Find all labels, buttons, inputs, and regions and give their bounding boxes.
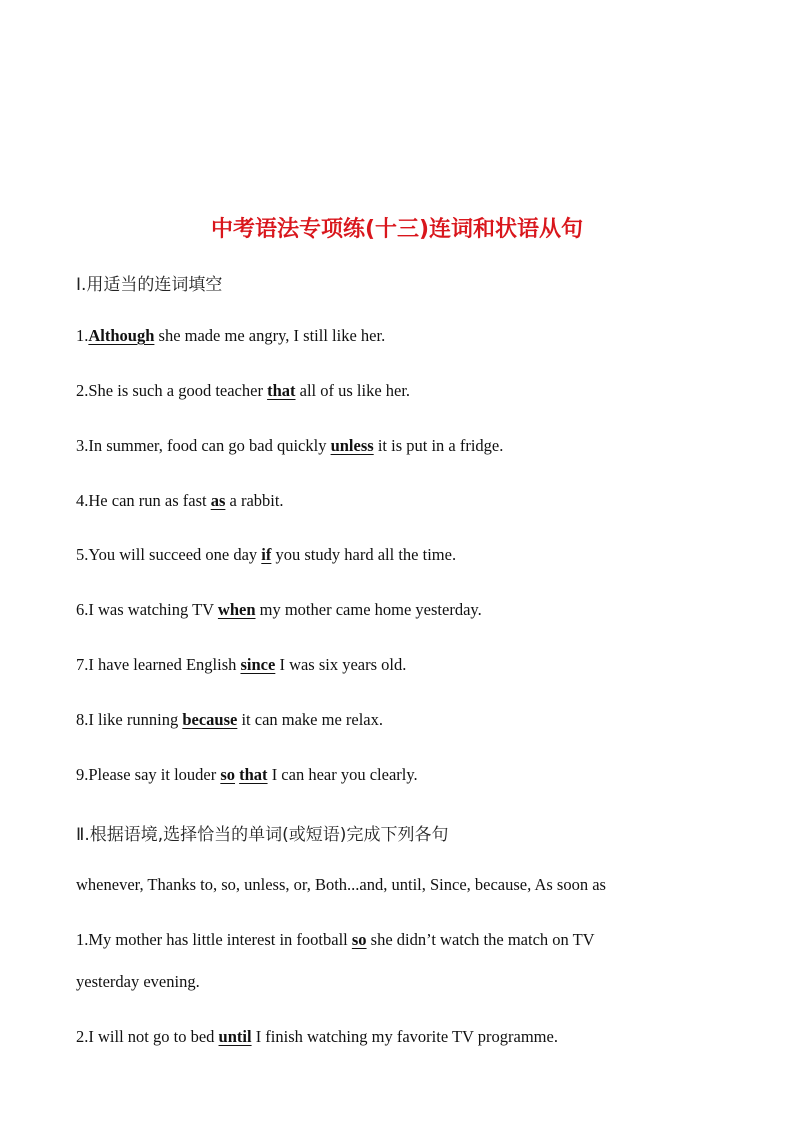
page-title: 中考语法专项练(十三)连词和状语从句 — [210, 217, 584, 242]
answer-blank: unless — [330, 436, 374, 455]
answer-blank: as — [210, 491, 226, 510]
exercise-line: 5.You will succeed one day if you study hard all the time. — [76, 545, 457, 564]
answer-blank: if — [261, 545, 272, 564]
exercise-line: 6.I was watching TV when my mother came home yesterday. — [76, 600, 482, 619]
answer-blank: until — [218, 1027, 252, 1046]
answer-blank: so — [220, 765, 236, 784]
answer-blank: so — [351, 930, 367, 949]
exercise-line: 1.My mother has little interest in football so she didn’t watch the match on TV — [76, 930, 595, 949]
exercise-line: 3.In summer, food can go bad quickly unless it is put in a fridge. — [76, 436, 504, 455]
answer-blank: since — [240, 655, 276, 674]
exercise-line: 8.I like running because it can make me relax. — [76, 710, 384, 729]
exercise-line: 1.Although she made me angry, I still like her. — [76, 326, 386, 345]
exercise-line-continued: yesterday evening. — [76, 972, 200, 991]
answer-blank: when — [217, 600, 256, 619]
exercise-line: 4.He can run as fast as a rabbit. — [76, 491, 284, 510]
exercise-line: 7.I have learned English since I was six years old. — [76, 655, 407, 674]
answer-blank: Although — [88, 326, 155, 345]
answer-blank: because — [182, 710, 238, 729]
exercise-line: 2.I will not go to bed until I finish watching my favorite TV programme. — [76, 1027, 558, 1046]
word-bank: whenever, Thanks to, so, unless, or, Both...and, until, Since, because, As soon as — [76, 875, 606, 894]
section1-heading: Ⅰ.用适当的连词填空 — [76, 275, 223, 295]
exercise-line: 2.She is such a good teacher that all of us like her. — [76, 381, 411, 400]
exercise-line: 9.Please say it louder so that I can hear you clearly. — [76, 765, 418, 784]
answer-blank: that — [239, 765, 268, 784]
answer-blank: that — [267, 381, 296, 400]
section2-heading: Ⅱ.根据语境,选择恰当的单词(或短语)完成下列各句 — [76, 825, 449, 845]
